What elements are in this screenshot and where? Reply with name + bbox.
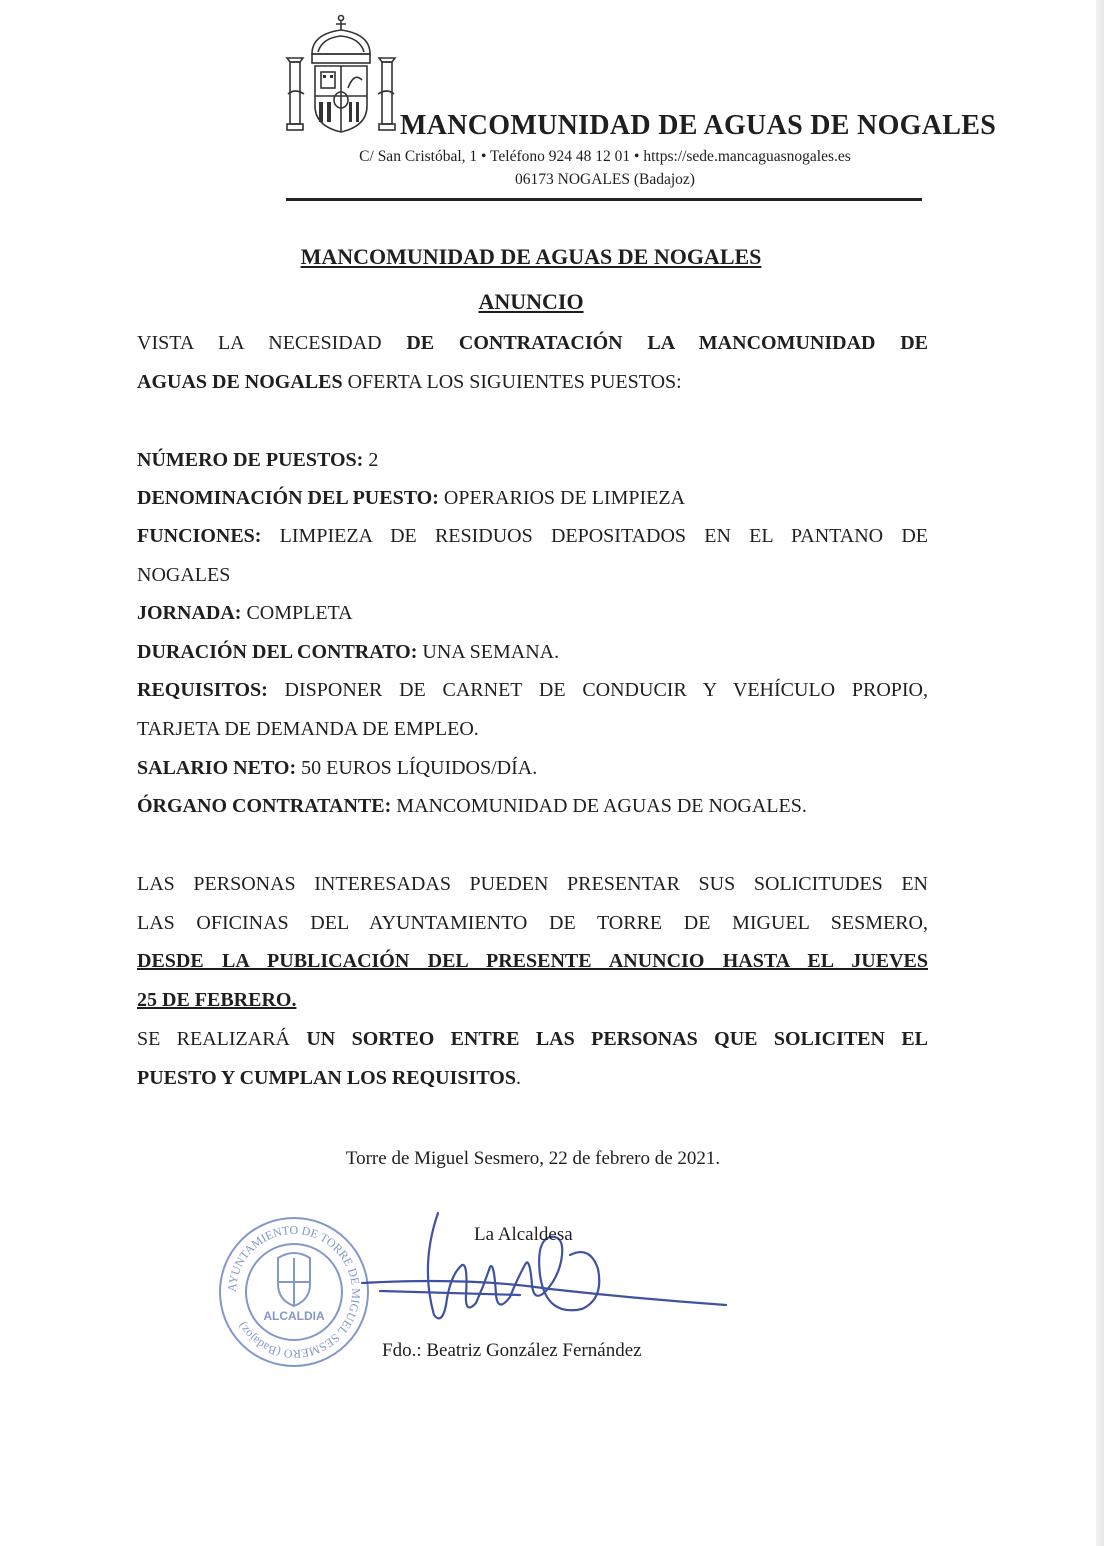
period: . [515, 1067, 521, 1089]
field-contracting-body [137, 795, 928, 818]
notice-title: ANUNCIO [478, 289, 584, 314]
field-requirements-cont [137, 718, 928, 741]
field-positions [137, 449, 928, 472]
lottery-bold: UN SORTEO ENTRE LAS PERSONAS QUE SOLICITEN EL [306, 1028, 928, 1050]
field-label: FUNCIONES: [137, 525, 262, 547]
deadline-date: 25 DE FEBRERO. [137, 989, 297, 1011]
intro-text: VISTA LA NECESIDAD [137, 332, 407, 354]
field-label: JORNADA: [137, 602, 242, 624]
lottery-bold-end: PUESTO Y CUMPLAN LOS REQUISITOS [137, 1067, 516, 1089]
field-label: REQUISITOS: [137, 679, 268, 701]
intro-bold: DE CONTRATACIÓN LA MANCOMUNIDAD DE [406, 332, 928, 354]
intro-bold-org: AGUAS DE NOGALES [137, 371, 343, 393]
field-label: DURACIÓN DEL CONTRATO: [137, 641, 418, 663]
notice-org-heading: MANCOMUNIDAD DE AGUAS DE NOGALES [300, 244, 762, 269]
coat-of-arms-emblem [282, 14, 400, 138]
stamp-center-text: ALCALDIA [263, 1309, 325, 1323]
deadline-text: DESDE LA PUBLICACIÓN DEL PRESENTE ANUNCIO HASTA EL JUEVES [137, 950, 928, 972]
field-functions-cont [137, 564, 928, 587]
header-rule [286, 198, 922, 201]
letterhead-postal: 06173 NOGALES (Badajoz) [515, 171, 695, 188]
application-line-2: LAS OFICINAS DEL AYUNTAMIENTO DE TORRE DE MIGUEL SESMERO, [137, 912, 928, 934]
stamp-ring-text: AYUNTAMIENTO DE TORRE DE MIGUEL SESMERO (Badajoz) [224, 1222, 364, 1362]
field-functions [137, 525, 928, 548]
field-value: OPERARIOS DE LIMPIEZA [438, 487, 686, 509]
field-label: ÓRGANO CONTRATANTE: [137, 795, 392, 817]
field-label: SALARIO NETO: [137, 757, 297, 779]
field-label: DENOMINACIÓN DEL PUESTO: [137, 487, 439, 509]
application-line-1: LAS PERSONAS INTERESADAS PUEDEN PRESENTAR SUS SOLICITUDES EN [137, 873, 928, 895]
page-edge-shadow [1096, 0, 1104, 1546]
field-value: MANCOMUNIDAD DE AGUAS DE NOGALES. [391, 795, 807, 817]
field-salary [137, 757, 928, 780]
lottery-text: SE REALIZARÁ [137, 1028, 307, 1050]
letterhead-org-name: MANCOMUNIDAD DE AGUAS DE NOGALES [400, 110, 997, 141]
application-line-5 [137, 1028, 928, 1051]
field-workday [137, 602, 928, 625]
field-value: TARJETA DE DEMANDA DE EMPLEO. [137, 718, 479, 740]
letterhead [0, 0, 1104, 215]
field-duration [137, 641, 928, 664]
application-line-6 [137, 1067, 928, 1090]
field-position-name [137, 487, 928, 510]
field-label: NÚMERO DE PUESTOS: [137, 449, 364, 471]
application-line-4 [137, 989, 928, 1012]
signature-name: Fdo.: Beatriz González Fernández [382, 1340, 642, 1361]
signature-role: La Alcaldesa [474, 1224, 573, 1245]
place-date: Torre de Miguel Sesmero, 22 de febrero de 2021. [345, 1148, 721, 1169]
field-value: UNA SEMANA. [417, 641, 560, 663]
field-value: 50 EUROS LÍQUIDOS/DÍA. [296, 757, 538, 779]
intro-line-2 [137, 371, 928, 394]
field-value: NOGALES [137, 564, 231, 586]
letterhead-address: C/ San Cristóbal, 1 • Teléfono 924 48 12 01 • https://sede.mancaguasnogales.es [359, 148, 851, 165]
field-value: COMPLETA [241, 602, 353, 624]
application-line-3 [137, 950, 928, 973]
field-value: 2 [363, 449, 379, 471]
intro-line-1 [137, 332, 928, 355]
field-value: DISPONER DE CARNET DE CONDUCIR Y VEHÍCULO PROPIO, [267, 679, 928, 701]
intro-text-end: OFERTA LOS SIGUIENTES PUESTOS: [342, 371, 682, 393]
field-value: LIMPIEZA DE RESIDUOS DEPOSITADOS EN EL PANTANO DE [261, 525, 928, 547]
field-requirements [137, 679, 928, 702]
